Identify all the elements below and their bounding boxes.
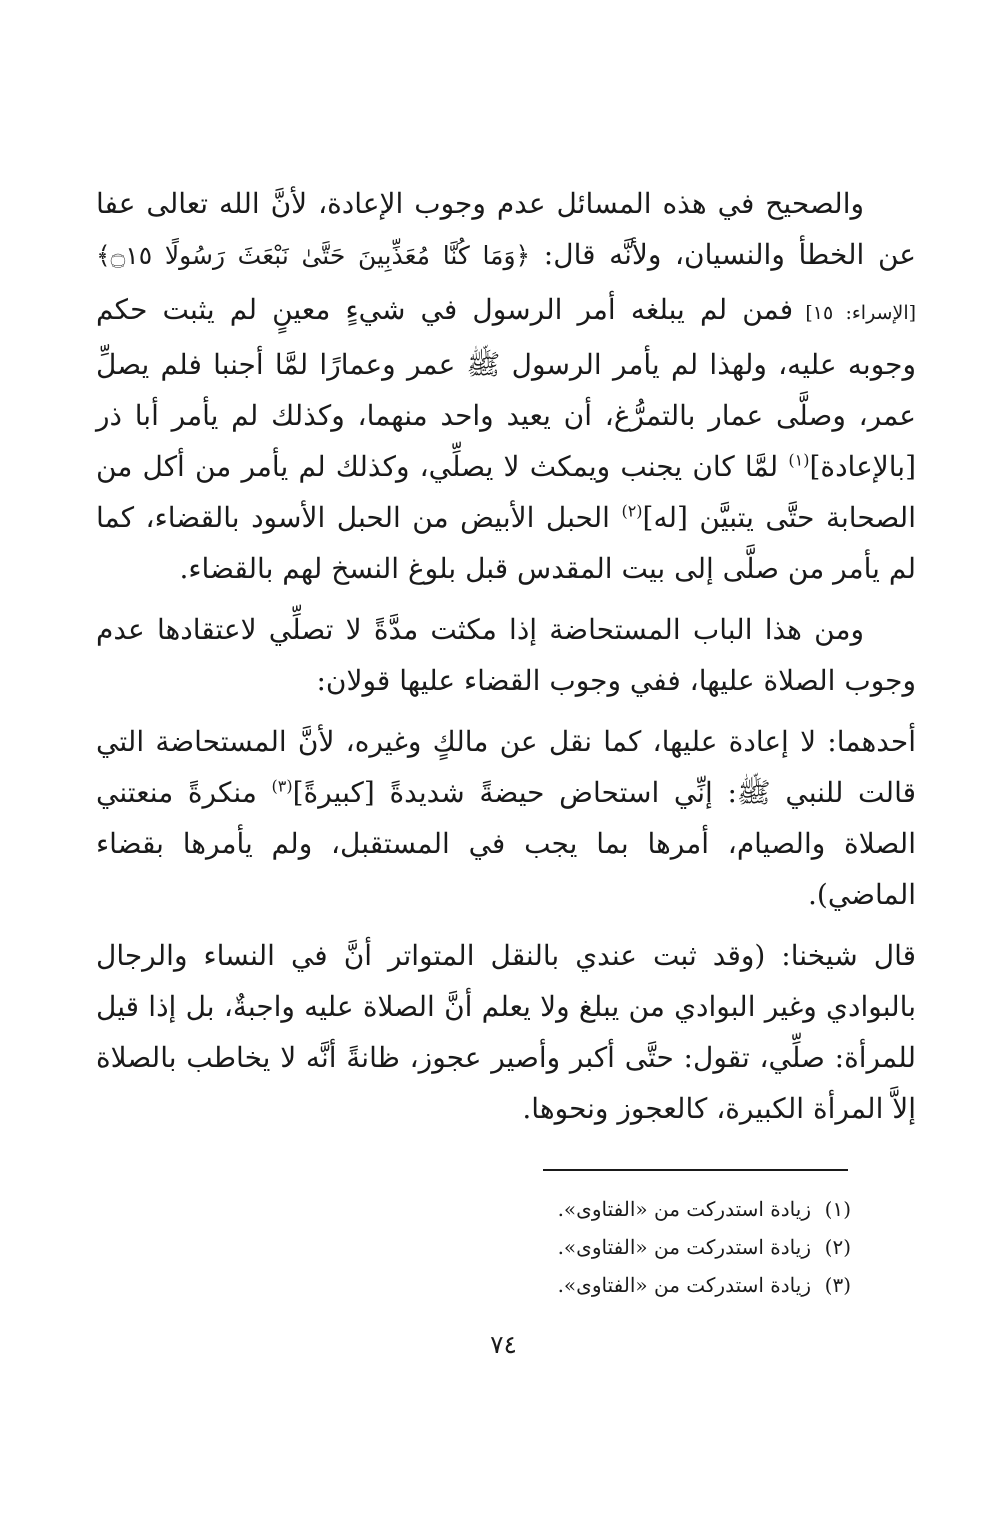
footnote-1 — [96, 1190, 851, 1228]
footnotes — [96, 1190, 851, 1304]
paragraph-1-text-a: والصحيح في هذه المسائل عدم وجوب الإعادة، لأنَّ الله تعالى عفا عن الخطأ والنسيان، ولأنَّه قال: — [96, 187, 916, 271]
footnote-text: زيادة استدركت من «الفتاوى». — [557, 1197, 811, 1221]
main-text — [96, 178, 916, 1144]
paragraph-4: قال شيخنا: (وقد ثبت عندي بالنقل المتواتر أنَّ في النساء والرجال بالبوادي وغير البوادي من يبلغ ولا يعلم أنَّ الصلاة عليه واجبةٌ، بل إذا قيل للمرأة: صلِّي، تقول: حتَّى أكبر وأصير عجوز، ظانةً أنَّه لا يخاطب بالصلاة إلاَّ المرأة الكبيرة، كالعجوز ونحوها. — [96, 939, 916, 1125]
paragraph-3 — [96, 716, 916, 920]
footnote-text: زيادة استدركت من «الفتاوى». — [557, 1273, 811, 1297]
page-number: ٧٤ — [490, 1330, 517, 1359]
footnote-ref-2[interactable]: (٢) — [621, 501, 643, 521]
paragraph-1-text-d: الحبل الأبيض من الحبل الأسود بالقضاء، كما لم يأمر من صلَّى إلى بيت المقدس قبل بلوغ النسخ لهم بالقضاء. — [96, 501, 916, 585]
verse-citation: [الإسراء: ١٥] — [793, 302, 917, 324]
footnote-divider — [543, 1169, 848, 1171]
quran-verse: ﴿وَمَا كُنَّا مُعَذِّبِينَ حَتَّىٰ نَبْعَثَ رَسُولًا ۝١٥﴾ — [96, 241, 531, 270]
footnote-text: زيادة استدركت من «الفتاوى». — [557, 1235, 811, 1259]
paragraph-3-text-a: أحدهما: لا إعادة عليها، كما نقل عن مالكٍ وغيره، لأنَّ المستحاضة التي قالت للنبي ﷺ: إنِّي استحاض حيضةً شديدةً [كبيرةً] — [96, 725, 916, 809]
footnote-ref-3[interactable]: (٣) — [271, 776, 293, 796]
paragraph-1 — [96, 178, 916, 594]
footnote-number: (٣) — [824, 1273, 851, 1297]
footnote-number: (٢) — [824, 1235, 851, 1259]
footnote-ref-1[interactable]: (١) — [788, 450, 810, 470]
paragraph-1-text-b: فمن لم يبلغه أمر الرسول في شيءٍ معينٍ لم يثبت حكم وجوبه عليه، ولهذا لم يأمر الرسول ﷺ عمر وعمارًا لمَّا أجنبا فلم يصلِّ عمر، وصلَّى عمار بالتمرُّغ، أن يعيد واحد منهما، وكذلك لم يأمر أبا ذر [بالإعادة] — [96, 293, 916, 483]
footnote-2 — [96, 1228, 851, 1266]
footnote-number: (١) — [824, 1197, 851, 1221]
footnote-3 — [96, 1266, 851, 1304]
paragraph-3-text-b: منكرةً منعتني الصلاة والصيام، أمرها بما يجب في المستقبل، ولم يأمرها بقضاء الماضي). — [96, 776, 916, 911]
paragraph-1-text-c: لمَّا كان يجنب ويمكث لا يصلِّي، وكذلك لم يأمر من أكل من الصحابة حتَّى يتبيَّن [له] — [96, 450, 916, 534]
paragraph-2: ومن هذا الباب المستحاضة إذا مكثت مدَّةً لا تصلِّي لاعتقادها عدم وجوب الصلاة عليها، ففي وجوب القضاء عليها قولان: — [96, 613, 916, 697]
